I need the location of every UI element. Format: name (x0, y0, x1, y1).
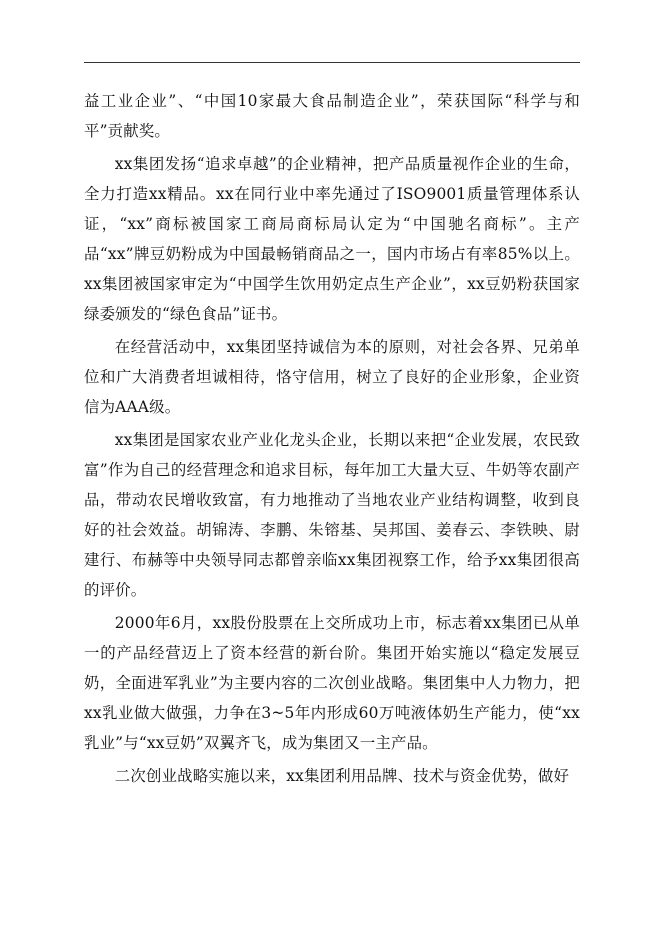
document-body (84, 86, 580, 794)
paragraph-listing: 2000年6月，xx股份股票在上交所成功上市，标志着xx集团已从单一的产品经营迈上了资本经营的新台阶。集团开始实施以“稳定发展豆奶，全面进军乳业”为主要内容的二次创业战略。集团集中人力物力，把xx乳业做大做强，力争在3~5年内形成60万吨液体奶生产能力，使“xx乳业”与“xx豆奶”双翼齐飞，成为集团又一主产品。 (84, 614, 580, 752)
paragraph-agriculture: xx集团是国家农业产业化龙头企业，长期以来把“企业发展，农民致富”作为自己的经营理念和追求目标，每年加工大量大豆、牛奶等农副产品，带动农民增收致富，有力地推动了当地农业产业结构调整，收到良好的社会效益。胡锦涛、李鹏、朱镕基、吴邦国、姜春云、李铁映、尉建行、布赫等中央领导同志都曾亲临xx集团视察工作，给予xx集团很高的评价。 (84, 431, 580, 599)
paragraph-strategy: 二次创业战略实施以来，xx集团利用品牌、技术与资金优势，做好 (114, 767, 570, 785)
paragraph-integrity: 在经营活动中，xx集团坚持诚信为本的原则，对社会各界、兄弟单位和广大消费者坦诚相待，恪守信用，树立了良好的企业形象，企业资信为AAA级。 (84, 338, 580, 416)
paragraph-quality: xx集团发扬“追求卓越”的企业精神，把产品质量视作企业的生命，全力打造xx精品。xx在同行业中率先通过了ISO9001质量管理体系认证，“xx”商标被国家工商局商标局认定为“中国驰名商标”。主产品“xx”牌豆奶粉成为中国最畅销商品之一，国内市场占有率85%以上。xx集团被国家审定为“中国学生饮用奶定点生产企业”，xx豆奶粉获国家绿委颁发的“绿色食品”证书。 (84, 155, 580, 323)
header-rule (84, 62, 580, 63)
paragraph-continued: 益工业企业”、“中国10家最大食品制造企业”，荣获国际“科学与和平”贡献奖。 (84, 92, 580, 140)
